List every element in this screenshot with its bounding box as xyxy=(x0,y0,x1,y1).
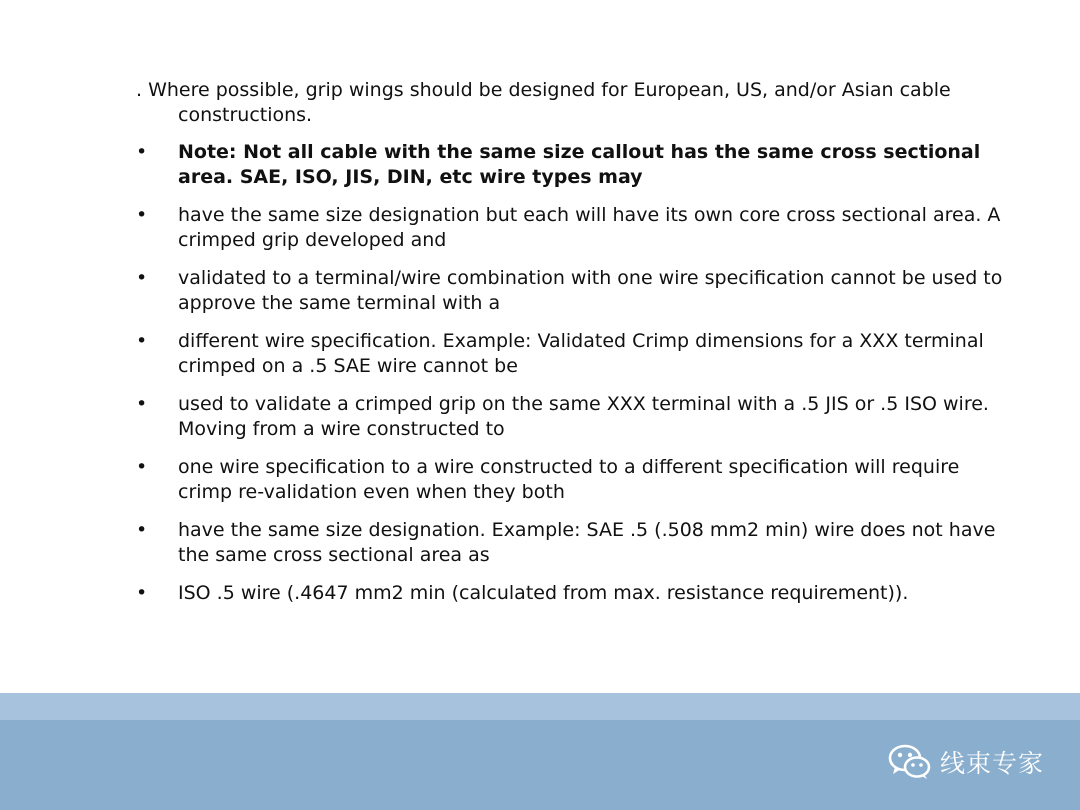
bullet-dot: • xyxy=(136,456,148,478)
bullet-item xyxy=(136,266,1016,316)
bullet-item xyxy=(136,329,1016,379)
bullet-item xyxy=(136,392,1016,442)
footer-top-strip xyxy=(0,693,1080,720)
bullet-item xyxy=(136,203,1016,253)
bullet-dot: • xyxy=(136,393,148,415)
bullet-item xyxy=(136,581,1016,606)
bullet-dot: • xyxy=(136,141,148,163)
bullet-item xyxy=(136,455,1016,505)
bullet-text: Note: Not all cable with the same size callout has the same cross sectional area. SAE, ISO, JIS, DIN, etc wire types may xyxy=(178,141,981,188)
bullet-text: one wire specification to a wire constructed to a different specification will require crimp re-validation even when they both xyxy=(178,456,960,503)
bullet-dot: • xyxy=(136,267,148,289)
bullet-dot: • xyxy=(136,330,148,352)
bullet-dot: • xyxy=(136,582,148,604)
bullet-text: have the same size designation. Example: SAE .5 (.508 mm2 min) wire does not have the same cross sectional area as xyxy=(178,519,996,566)
watermark xyxy=(888,740,1044,784)
lead-paragraph: . Where possible, grip wings should be designed for European, US, and/or Asian cable constructions. xyxy=(136,79,951,126)
wechat-icon xyxy=(888,743,932,781)
bullet-text: different wire specification. Example: Validated Crimp dimensions for a XXX terminal crimped on a .5 SAE wire cannot be xyxy=(178,330,984,377)
bullet-item xyxy=(136,140,1016,190)
bullet-text: used to validate a crimped grip on the same XXX terminal with a .5 JIS or .5 ISO wire. Moving from a wire constructed to xyxy=(178,393,989,440)
bullet-dot: • xyxy=(136,204,148,226)
slide-content xyxy=(136,78,1016,619)
bullet-list xyxy=(136,140,1016,606)
bullet-text: have the same size designation but each will have its own core cross sectional area. A crimped grip developed and xyxy=(178,204,1001,251)
bullet-item xyxy=(136,518,1016,568)
bullet-text: ISO .5 wire (.4647 mm2 min (calculated from max. resistance requirement)). xyxy=(178,582,909,604)
bullet-dot: • xyxy=(136,519,148,541)
bullet-text: validated to a terminal/wire combination with one wire specification cannot be used to approve the same terminal with a xyxy=(178,267,1003,314)
watermark-text: 线束专家 xyxy=(939,749,1044,778)
